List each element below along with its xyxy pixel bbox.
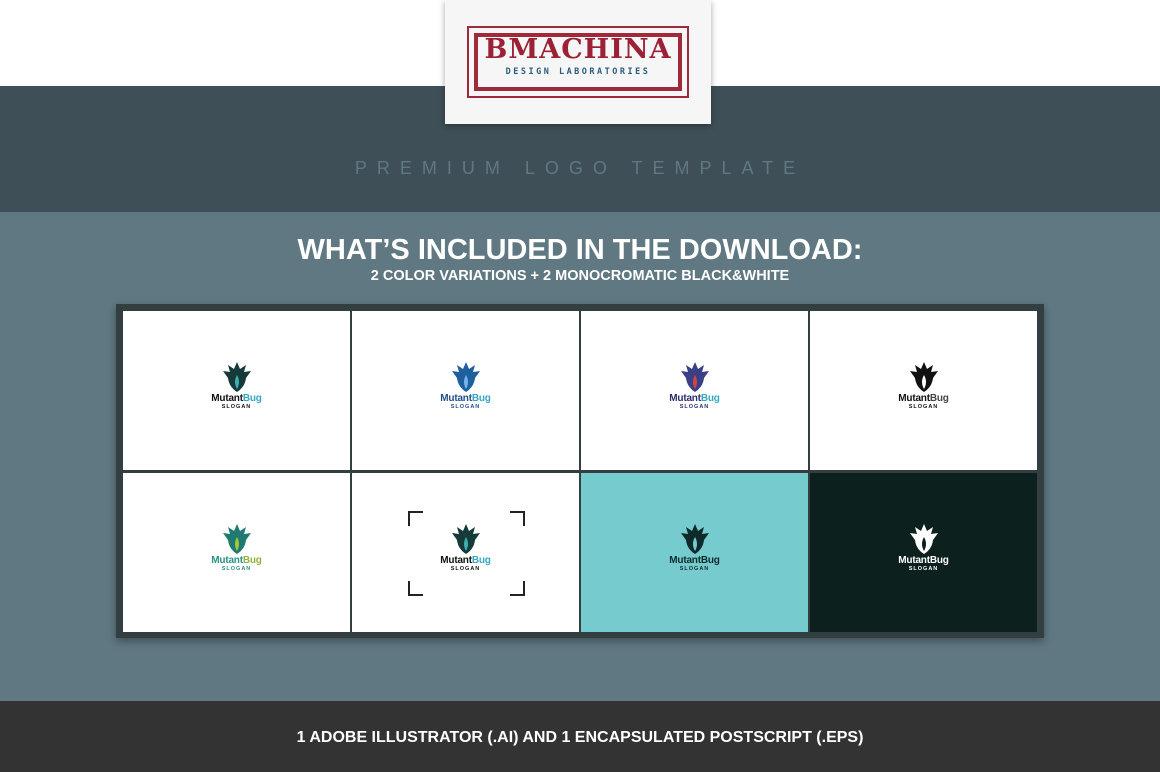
crop-mark bbox=[510, 511, 525, 526]
bug-icon-purple-red bbox=[679, 361, 711, 393]
bug-icon-white-on-dark bbox=[908, 523, 940, 555]
logo-wordmark: MutantBug bbox=[440, 392, 491, 404]
brand-tagline: DESIGN LABORATORIES bbox=[505, 67, 651, 77]
logo-slogan: SLOGAN bbox=[679, 565, 710, 572]
brand-logo-card bbox=[445, 0, 711, 124]
mutantbug-logo bbox=[655, 523, 735, 583]
brand-logo-frame bbox=[467, 26, 689, 98]
bug-icon-dark-teal-cropmarks bbox=[450, 523, 482, 555]
logo-wordmark: MutantBug bbox=[440, 554, 491, 566]
logo-slogan: SLOGAN bbox=[450, 565, 481, 572]
logo-variation-tile bbox=[810, 311, 1037, 470]
bug-icon-black bbox=[908, 361, 940, 393]
logo-variation-tile bbox=[581, 311, 808, 470]
included-heading: WHAT’S INCLUDED IN THE DOWNLOAD: bbox=[297, 234, 863, 266]
logo-variation-tile bbox=[581, 473, 808, 632]
logo-wordmark: MutantBug bbox=[211, 554, 262, 566]
mutantbug-logo bbox=[197, 523, 277, 583]
bug-icon-dark-on-teal bbox=[679, 523, 711, 555]
logo-slogan: SLOGAN bbox=[908, 565, 939, 572]
logo-slogan: SLOGAN bbox=[221, 403, 252, 410]
brand-name: BMACHINA bbox=[484, 34, 672, 65]
logo-variations-grid bbox=[116, 304, 1044, 638]
logo-variation-tile bbox=[123, 311, 350, 470]
logo-variation-tile bbox=[352, 311, 579, 470]
included-subheading: 2 COLOR VARIATIONS + 2 MONOCROMATIC BLACK&WHITE bbox=[370, 268, 790, 284]
crop-mark bbox=[408, 581, 423, 596]
logo-wordmark: MutantBug bbox=[669, 554, 720, 566]
crop-mark bbox=[408, 511, 423, 526]
file-formats-footer: 1 ADOBE ILLUSTRATOR (.AI) AND 1 ENCAPSULATED POSTSCRIPT (.EPS) bbox=[296, 729, 864, 746]
mutantbug-logo bbox=[655, 361, 735, 421]
logo-wordmark: MutantBug bbox=[898, 554, 949, 566]
logo-slogan: SLOGAN bbox=[679, 403, 710, 410]
bug-icon-green-teal bbox=[221, 523, 253, 555]
mutantbug-logo bbox=[884, 523, 964, 583]
crop-mark bbox=[510, 581, 525, 596]
logo-variation-tile bbox=[352, 473, 579, 632]
mutantbug-logo bbox=[426, 523, 506, 583]
premium-logo-subtitle: PREMIUM LOGO TEMPLATE bbox=[354, 158, 806, 178]
mutantbug-logo bbox=[197, 361, 277, 421]
mutantbug-logo bbox=[426, 361, 506, 421]
logo-slogan: SLOGAN bbox=[908, 403, 939, 410]
logo-slogan: SLOGAN bbox=[450, 403, 481, 410]
logo-slogan: SLOGAN bbox=[221, 565, 252, 572]
logo-variation-tile bbox=[123, 473, 350, 632]
mutantbug-logo bbox=[884, 361, 964, 421]
logo-wordmark: MutantBug bbox=[211, 392, 262, 404]
logo-variation-tile bbox=[810, 473, 1037, 632]
bug-icon-blue bbox=[450, 361, 482, 393]
logo-wordmark: MutantBug bbox=[669, 392, 720, 404]
bug-icon-dark-teal bbox=[221, 361, 253, 393]
logo-wordmark: MutantBug bbox=[898, 392, 949, 404]
